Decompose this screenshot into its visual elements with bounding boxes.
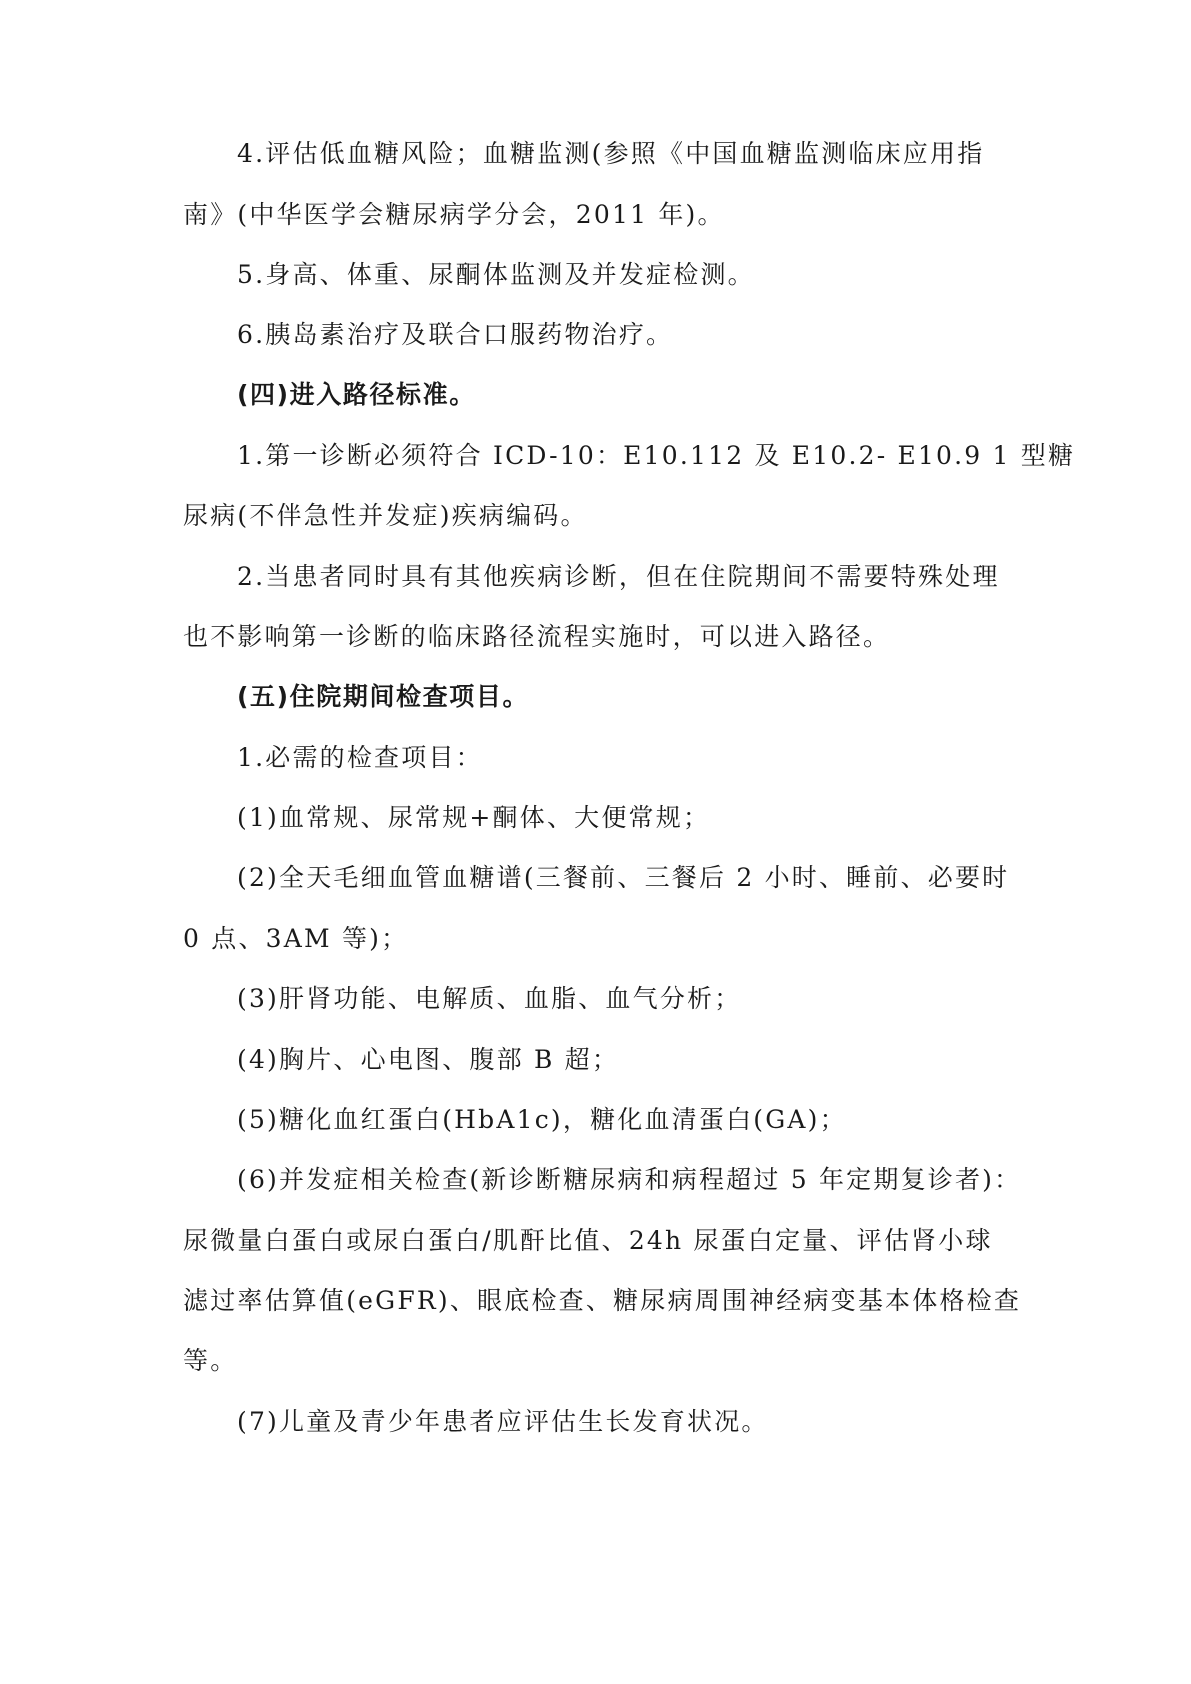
paragraph-line: 1.第一诊断必须符合 ICD-10：E10.112 及 E10.2- E10.9 1 型糖	[237, 441, 1076, 470]
list-item: (7)儿童及青少年患者应评估生长发育状况。	[237, 1407, 769, 1436]
list-item: (1)血常规、尿常规+酮体、大便常规；	[237, 803, 711, 832]
list-item-continuation: 等。	[183, 1346, 238, 1375]
list-item-continuation: 尿微量白蛋白或尿白蛋白/肌酐比值、24h 尿蛋白定量、评估肾小球	[183, 1226, 993, 1255]
list-item: (2)全天毛细血管血糖谱(三餐前、三餐后 2 小时、睡前、必要时	[237, 863, 1010, 892]
paragraph-line: 4.评估低血糖风险；血糖监测(参照《中国血糖监测临床应用指	[237, 139, 985, 168]
paragraph-line: 也不影响第一诊断的临床路径流程实施时，可以进入路径。	[183, 622, 891, 651]
paragraph-line: 5.身高、体重、尿酮体监测及并发症检测。	[237, 260, 755, 289]
section-heading: (五)住院期间检查项目。	[237, 682, 530, 711]
section-heading: (四)进入路径标准。	[237, 380, 476, 409]
paragraph-line: 2.当患者同时具有其他疾病诊断，但在住院期间不需要特殊处理	[237, 562, 1000, 591]
paragraph-line: 尿病(不伴急性并发症)疾病编码。	[183, 501, 588, 530]
list-item: (5)糖化血红蛋白(HbA1c)，糖化血清蛋白(GA)；	[237, 1105, 847, 1134]
list-item: (3)肝肾功能、电解质、血脂、血气分析；	[237, 984, 742, 1013]
paragraph-line: 1.必需的检查项目：	[237, 743, 483, 772]
paragraph-line: 6.胰岛素治疗及联合口服药物治疗。	[237, 320, 674, 349]
list-item-continuation: 滤过率估算值(eGFR)、眼底检查、糖尿病周围神经病变基本体格检查	[183, 1286, 1022, 1315]
list-item: (6)并发症相关检查(新诊断糖尿病和病程超过 5 年定期复诊者)：	[237, 1165, 1022, 1194]
paragraph-line: 南》(中华医学会糖尿病学分会，2011 年)。	[183, 200, 725, 229]
list-item: (4)胸片、心电图、腹部 B 超；	[237, 1045, 620, 1074]
list-item-continuation: 0 点、3AM 等)；	[183, 924, 409, 953]
